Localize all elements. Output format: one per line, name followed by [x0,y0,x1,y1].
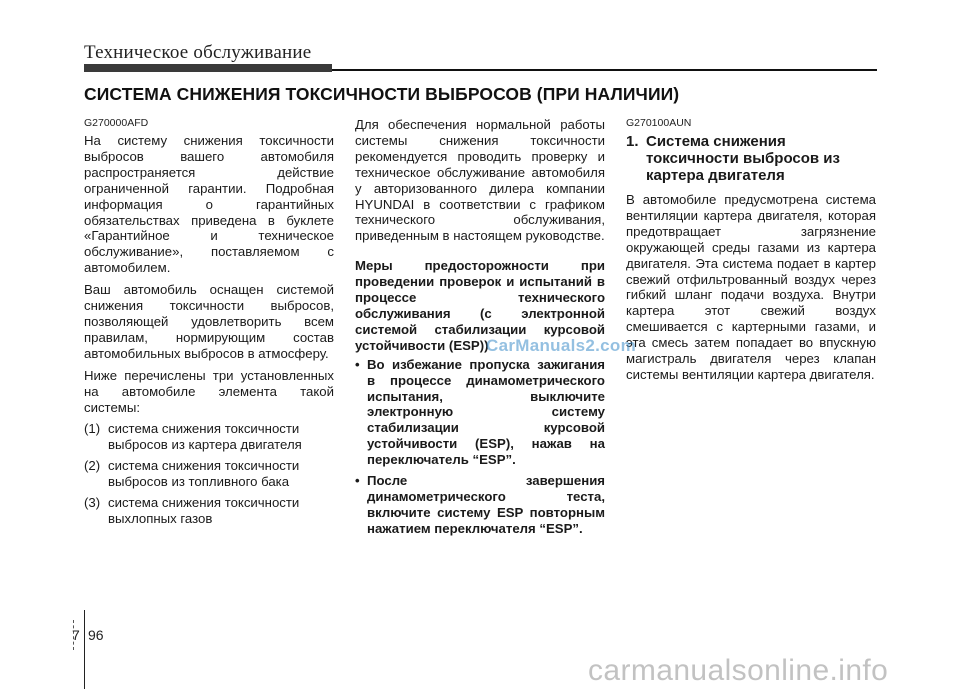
list-item [84,458,334,490]
bullet-mark: • [355,356,360,372]
section-title: СИСТЕМА СНИЖЕНИЯ ТОКСИЧНОСТИ ВЫБРОСОВ (ПРИ НАЛИЧИИ) [84,84,680,104]
list-item [84,495,334,527]
column-2 [355,117,605,542]
column-3 [626,117,876,389]
doc-code: G270100AUN [626,117,692,129]
list-item-text: система снижения токсичности выхлопных газов [108,495,300,526]
bullet-item [355,357,605,468]
footer-vertical-rule [84,610,85,689]
bullet-mark: • [355,473,360,489]
list-item-text: система снижения токсичности выбросов из картера двигателя [108,421,302,453]
doc-code: G270000AFD [84,117,149,129]
paragraph: Для обеспечения нормальной работы системы снижения токсичности рекомендуется проводить проверку и техническое обслуживание автомобиля у авторизованного дилера компании HYUNDAI в соответствии с графиком технического обслуживания, приведенным в настоящем руководстве. [355,117,605,244]
subsection-heading [626,133,876,184]
header-rule-thick [84,64,332,72]
list-item-number: (3) [84,495,101,511]
page-number: 96 [88,627,104,643]
chapter-number: 7 [72,627,80,643]
watermark-carmanualsonline: carmanualsonline.info [588,654,889,687]
bullet-item [355,473,605,537]
list-item-number: (2) [84,458,101,474]
paragraph: В автомобиле предусмотрена система вентиляции картера двигателя, которая предотвращает загрязнение окружающей среды газами из картера двигателя. Эта система подает в картер свежий отфильтрованный воздух через гибкий шланг подачи воздуха. Внутри картера этот свежий воздух смешивается с картерными газами, и эта смесь затем попадает во впускную магистраль двигателя через клапан системы вентиляции картера двигателя. [626,192,876,382]
column-1 [84,117,334,532]
watermark-carmanuals2: CarManuals2.com [486,336,636,355]
bullet-text: После завершения динамометрического теста, включите систему ESP повторным нажатием переключателя “ESP”. [367,473,605,536]
list-item-text: система снижения токсичности выбросов из топливного бака [108,458,300,490]
list-item [84,421,334,453]
paragraph: Ниже перечислены три установленных на автомобиле элемента такой системы: [84,367,334,415]
page-header-title: Техническое обслуживание [84,42,312,63]
caution-heading: Меры предосторожности при проведении проверок и испытаний в процессе технического обслуживания (с электронной системой стабилизации курсовой устойчивости (ESP)) [355,258,605,353]
bullet-text: Во избежание пропуска зажигания в процессе динамометрического испытания, выключите электронную систему стабилизации курсовой устойчивости (ESP), нажав на переключатель “ESP”. [367,356,605,468]
subsection-number: 1. [626,133,639,150]
subsection-title: Система снижения токсичности выбросов из картера двигателя [646,133,840,184]
paragraph: Ваш автомобиль оснащен системой снижения токсичности выбросов, позволяющей удовлетворить всем правилам, нормирующим состав автомобильных выбросов в атмосферу. [84,282,334,361]
list-item-number: (1) [84,421,101,437]
paragraph: На систему снижения токсичности выбросов вашего автомобиля распространяется действие ограниченной гарантии. Подробная информация о гарантийных обязательствах приведена в буклете «Гарантийное и техническое обслуживание», поставляемом с автомобилем. [84,133,334,276]
header-rule-thin [332,69,877,71]
